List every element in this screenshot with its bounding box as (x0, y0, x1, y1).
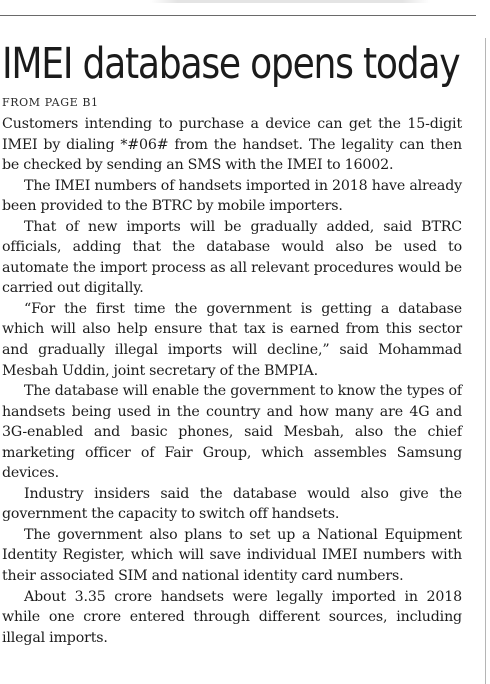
top-divider (0, 15, 476, 16)
paragraph: The government also plans to set up a National Equipment Identity Register, which will save individual IMEI numbers with their associated SIM and national identity card numbers. (2, 526, 462, 585)
paragraph: “For the first time the government is getting a database which will also help ensure that tax is earned from this sector and gradually illegal imports will decline,” said Mohammad Mesbah Uddin, joint secretary of the BMPIA. (2, 300, 462, 379)
paragraph: Industry insiders said the database would also give the government the capacity to switch off handsets. (2, 485, 462, 523)
paragraph: The database will enable the government to know the types of handsets being used in the country and how many are 4G and 3G-enabled and basic phones, said Mesbah, also the chief marketing officer of Fair Group, which assembles Samsung devices. (2, 383, 462, 482)
article-body (2, 114, 462, 648)
previous-page-bleed (150, 0, 430, 3)
headline: IMEI database opens today (2, 39, 460, 89)
paragraph: Customers intending to purchase a device can get the 15-digit IMEI by dialing *#06# from the handset. The legality can then be checked by sending an SMS with the IMEI to 16002. (2, 116, 462, 174)
paragraph: The IMEI numbers of handsets imported in 2018 have already been provided to the BTRC by mobile importers. (2, 177, 462, 215)
column-divider (485, 38, 486, 684)
paragraph: About 3.35 crore handsets were legally imported in 2018 while one crore entered through different sources, including illegal imports. (2, 588, 462, 646)
jump-line: FROM PAGE B1 (2, 96, 99, 109)
paragraph: That of new imports will be gradually added, said BTRC officials, adding that the database would also be used to automate the import process as all relevant procedures would be carried out digitally. (2, 218, 462, 297)
